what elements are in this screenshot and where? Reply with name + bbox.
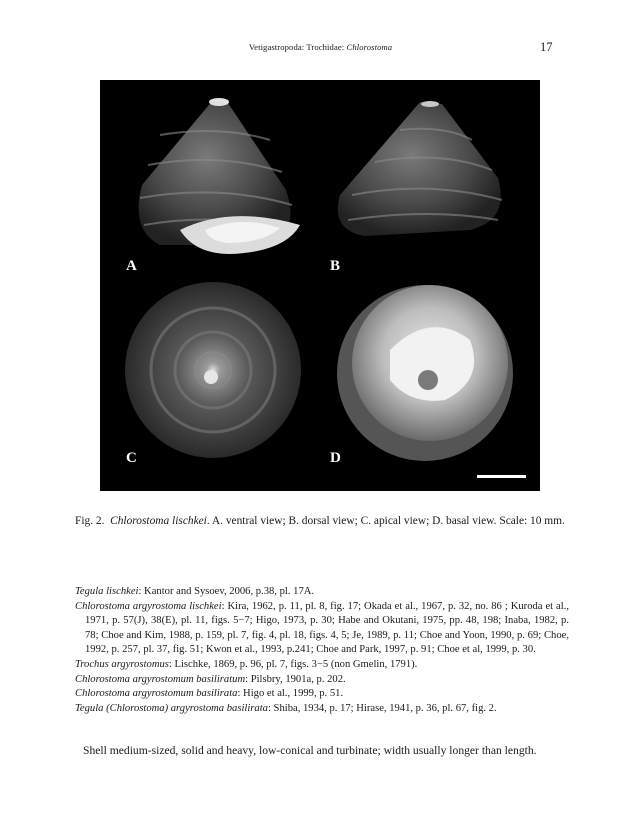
- description-paragraph: Shell medium-sized, solid and heavy, low-conical and turbinate; width usually longer than length.: [83, 744, 537, 757]
- synonymy-entry: [75, 673, 569, 688]
- caption-text: . A. ventral view; B. dorsal view; C. apical view; D. basal view. Scale: 10 mm.: [206, 515, 565, 527]
- panel-label-d: D: [330, 450, 341, 466]
- running-head-genus: Chlorostoma: [346, 42, 393, 52]
- synonymy-entry: [75, 585, 569, 600]
- taxon-name: Trochus argyrostomus: [75, 658, 169, 670]
- figure-plate: [100, 80, 540, 491]
- taxon-name: Chlorostoma argyrostomum basilirata: [75, 688, 238, 700]
- taxon-references: : Pilsbry, 1901a, p. 202.: [245, 673, 346, 685]
- shell-dorsal-view: [338, 101, 502, 236]
- panel-label-c: C: [126, 450, 137, 466]
- synonymy-entry: [75, 600, 569, 658]
- taxon-references: : Lischke, 1869, p. 96, pl. 7, figs. 3−5 (non Gmelin, 1791).: [168, 658, 418, 670]
- scale-bar: [477, 475, 526, 478]
- taxon-name: Chlorostoma argyrostomum basiliratum: [75, 673, 246, 685]
- shell-ventral-view: [139, 98, 300, 254]
- shell-basal-view: [337, 285, 513, 461]
- page-number: 17: [540, 40, 553, 54]
- taxon-references: : Higo et al., 1999, p. 51.: [237, 688, 344, 700]
- caption-species: Chlorostoma lischkei: [110, 515, 207, 527]
- synonymy-entry: [75, 658, 569, 673]
- taxon-name: Tegula lischkei: [75, 586, 139, 597]
- taxon-name: Tegula (Chlorostoma) argyrostoma basilirata: [75, 702, 268, 714]
- taxon-references: : Kantor and Sysoev, 2006, p.38, pl. 17A.: [138, 586, 315, 597]
- taxon-name: Chlorostoma argyrostoma lischkei: [75, 600, 222, 612]
- shell-apical-view: [125, 282, 301, 458]
- shell-photographs: [100, 80, 540, 491]
- synonymy-entry: [75, 702, 569, 717]
- panel-label-a: A: [126, 258, 137, 274]
- synonymy-entry: [75, 687, 569, 702]
- figure-caption: [75, 513, 569, 529]
- caption-label: Fig. 2.: [75, 515, 105, 527]
- panel-label-b: B: [330, 258, 341, 274]
- synonymy-list: [75, 585, 569, 716]
- running-head-prefix: Vetigastropoda: Trochidae:: [248, 42, 347, 52]
- taxon-references: : Shiba, 1934, p. 17; Hirase, 1941, p. 36, pl. 67, fig. 2.: [267, 702, 497, 714]
- taxon-references: : Kira, 1962, p. 11, pl. 8, fig. 17; Okada et al., 1967, p. 32, no. 86 ; Kuroda et al., 1971, p. 57(J), 38(E), pl. 11, figs. 5−7; Higo, 1973, p. 30; Habe and Okutani, 1975, pp. 48, 198; Inaba, 1982, p. 78; Choe and Kim, 1988, p. 159, pl. 7, fig. 4, pl. 18, figs. 4, 5; Je, 1989, p. 11; Choe and Yoon, 1990, p. 69; Choe, 1992, p. 257, pl. 37, fig. 51; Kwon et al., 1993, p.241; Choe and Park, 1997, p. 91; Choe et al, 1999, p. 30.: [85, 600, 569, 656]
